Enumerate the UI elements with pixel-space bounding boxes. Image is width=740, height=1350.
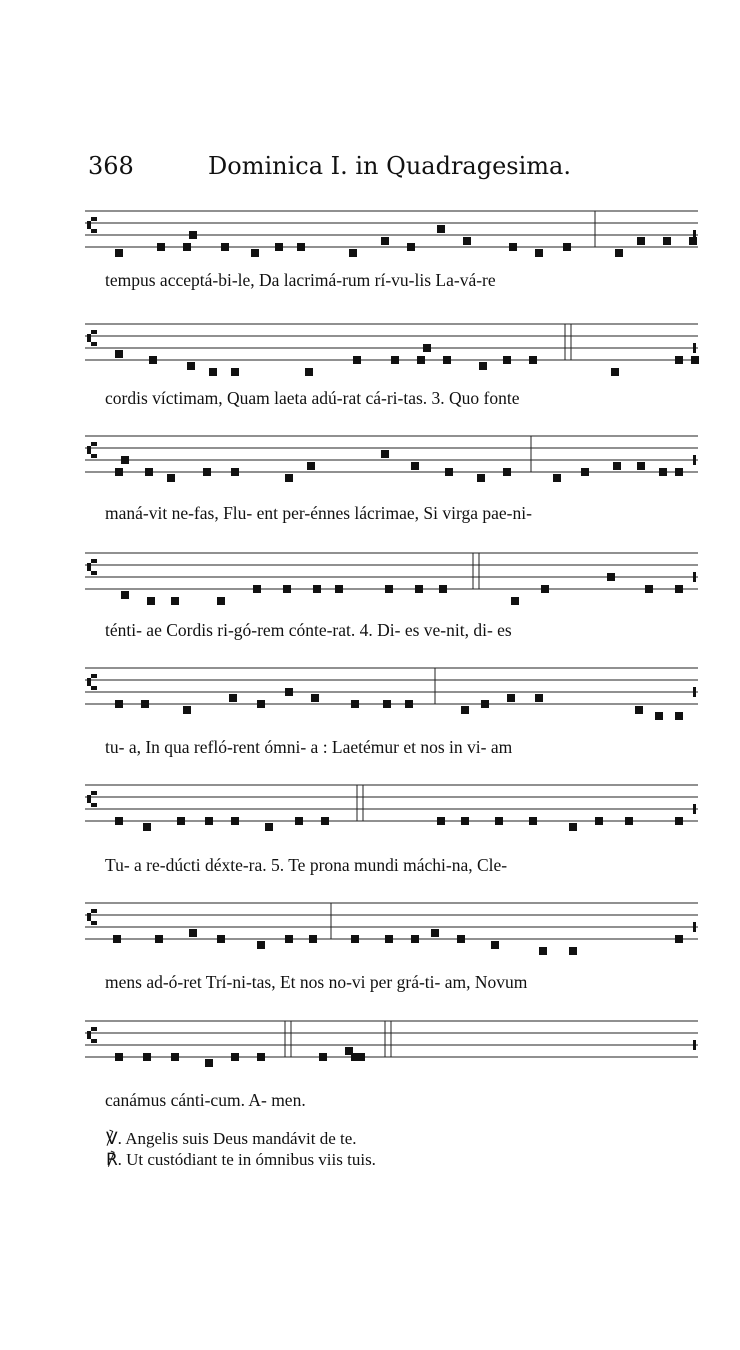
neume-note (503, 468, 511, 476)
neume-note (381, 237, 389, 245)
neume-note (285, 474, 293, 482)
neume-note (155, 935, 163, 943)
lyrics-line: tu- a, In qua refló-rent ómni- a : Laetémur et nos in vi- am (105, 737, 513, 757)
neume-note (405, 700, 413, 708)
neume-note (479, 362, 487, 370)
neume-note (231, 468, 239, 476)
neume-note (203, 468, 211, 476)
neume-note (637, 462, 645, 470)
neume-note (217, 935, 225, 943)
neume-note (675, 468, 683, 476)
page-number: 368 (88, 152, 134, 180)
neume-note (313, 585, 321, 593)
neume-note (563, 243, 571, 251)
neume-note (437, 225, 445, 233)
neume-note (511, 597, 519, 605)
neume-note (415, 585, 423, 593)
page-title: Dominica I. in Quadragesima. (208, 152, 571, 180)
neume-note (385, 585, 393, 593)
neume-note (463, 237, 471, 245)
do-clef-icon (87, 217, 97, 233)
neume-note (149, 356, 157, 364)
custos (693, 1040, 696, 1050)
neume-note (115, 1053, 123, 1061)
lyrics-line: mens ad-ó-ret Trí-ni-tas, Et nos no-vi per grá-ti- am, Novum (105, 972, 528, 992)
neume-note (675, 356, 683, 364)
neume-note (607, 573, 615, 581)
custos (693, 455, 696, 465)
neume-note (319, 1053, 327, 1061)
custos (693, 804, 696, 814)
neume-note (539, 947, 547, 955)
neume-note (457, 935, 465, 943)
neume-note (307, 462, 315, 470)
neume-note (491, 941, 499, 949)
custos (693, 687, 696, 697)
do-clef-icon (87, 791, 97, 807)
neume-note (481, 700, 489, 708)
neume-note (141, 700, 149, 708)
neume-note (431, 929, 439, 937)
neume-note (529, 356, 537, 364)
neume-note (635, 706, 643, 714)
neume-note (297, 243, 305, 251)
neume-note (553, 474, 561, 482)
neume-note (625, 817, 633, 825)
neume-note (351, 700, 359, 708)
neume-note (411, 935, 419, 943)
neume-note (115, 249, 123, 257)
neume-note (205, 1059, 213, 1067)
neume-note (445, 468, 453, 476)
neume-note (495, 817, 503, 825)
neume-note (535, 249, 543, 257)
neume-note (659, 468, 667, 476)
neume-note (637, 237, 645, 245)
neume-note (443, 356, 451, 364)
custos (693, 572, 696, 582)
neume-note (115, 468, 123, 476)
custos (693, 343, 696, 353)
lyrics-line: tempus acceptá-bi-le, Da lacrimá-rum rí-vu-lis La-vá-re (105, 270, 496, 290)
neume-note (143, 1053, 151, 1061)
neume-note (357, 1053, 365, 1061)
neume-note (691, 356, 699, 364)
lyrics-line: Tu- a re-dúcti déxte-ra. 5. Te prona mundi máchi-na, Cle- (105, 855, 508, 875)
neume-note (655, 712, 663, 720)
neume-note (503, 356, 511, 364)
neume-note (183, 243, 191, 251)
neume-note (205, 817, 213, 825)
neume-note (541, 585, 549, 593)
neume-note (611, 368, 619, 376)
neume-note (411, 462, 419, 470)
neume-note (217, 597, 225, 605)
neume-note (253, 585, 261, 593)
neume-note (423, 344, 431, 352)
neume-note (189, 929, 197, 937)
neume-note (311, 694, 319, 702)
neume-note (675, 585, 683, 593)
neume-note (221, 243, 229, 251)
versicle-line: ℣. Angelis suis Deus mandávit de te. (106, 1129, 357, 1148)
neume-note (189, 231, 197, 239)
neume-note (157, 243, 165, 251)
neume-note (231, 368, 239, 376)
lyrics-line: canámus cánti-cum. A- men. (105, 1090, 306, 1110)
neume-note (569, 823, 577, 831)
do-clef-icon (87, 330, 97, 346)
neume-note (257, 700, 265, 708)
neume-note (417, 356, 425, 364)
neume-note (251, 249, 259, 257)
lyrics-line: maná-vit ne-fas, Flu- ent per-énnes lácrimae, Si virga pae-ni- (105, 503, 532, 523)
neume-note (283, 585, 291, 593)
neume-note (121, 456, 129, 464)
lyrics-line: cordis víctimam, Quam laeta adú-rat cá-ri-tas. 3. Quo fonte (105, 388, 520, 408)
neume-note (115, 700, 123, 708)
neume-note (353, 356, 361, 364)
neume-note (309, 935, 317, 943)
neume-note (663, 237, 671, 245)
neume-note (231, 817, 239, 825)
lyrics-line: ténti- ae Cordis ri-gó-rem cónte-rat. 4. Di- es ve-nit, di- es (105, 620, 512, 640)
neume-note (115, 350, 123, 358)
neume-note (121, 591, 129, 599)
do-clef-icon (87, 1027, 97, 1043)
do-clef-icon (87, 559, 97, 575)
neume-note (581, 468, 589, 476)
neume-note (407, 243, 415, 251)
neume-note (437, 817, 445, 825)
neume-note (507, 694, 515, 702)
neume-note (645, 585, 653, 593)
neume-note (595, 817, 603, 825)
neume-note (381, 450, 389, 458)
custos (693, 922, 696, 932)
page-header (88, 152, 700, 192)
neume-note (143, 823, 151, 831)
neume-note (147, 597, 155, 605)
do-clef-icon (87, 442, 97, 458)
neume-note (383, 700, 391, 708)
custos (693, 230, 696, 240)
neume-note (295, 817, 303, 825)
neume-note (461, 706, 469, 714)
versicles (106, 1128, 376, 1170)
neume-note (439, 585, 447, 593)
neume-note (177, 817, 185, 825)
neume-note (335, 585, 343, 593)
neume-note (285, 935, 293, 943)
neume-note (535, 694, 543, 702)
neume-note (675, 817, 683, 825)
neume-note (461, 817, 469, 825)
neume-note (477, 474, 485, 482)
neume-note (145, 468, 153, 476)
neume-note (613, 462, 621, 470)
neume-note (675, 712, 683, 720)
neume-note (275, 243, 283, 251)
neume-note (569, 947, 577, 955)
neume-note (529, 817, 537, 825)
neume-note (231, 1053, 239, 1061)
neume-note (229, 694, 237, 702)
neume-note (265, 823, 273, 831)
neume-note (285, 688, 293, 696)
neume-note (349, 249, 357, 257)
neume-note (171, 597, 179, 605)
neume-note (171, 1053, 179, 1061)
neume-note (187, 362, 195, 370)
neume-note (509, 243, 517, 251)
neume-note (115, 817, 123, 825)
neume-note (321, 817, 329, 825)
neume-note (257, 1053, 265, 1061)
neume-note (385, 935, 393, 943)
neume-note (209, 368, 217, 376)
response-line: ℟. Ut custódiant te in ómnibus viis tuis. (106, 1150, 376, 1169)
neume-note (167, 474, 175, 482)
do-clef-icon (87, 909, 97, 925)
neume-note (675, 935, 683, 943)
neume-note (615, 249, 623, 257)
neume-note (305, 368, 313, 376)
neume-note (391, 356, 399, 364)
neume-note (113, 935, 121, 943)
neume-note (257, 941, 265, 949)
neume-note (183, 706, 191, 714)
neume-note (351, 935, 359, 943)
do-clef-icon (87, 674, 97, 690)
